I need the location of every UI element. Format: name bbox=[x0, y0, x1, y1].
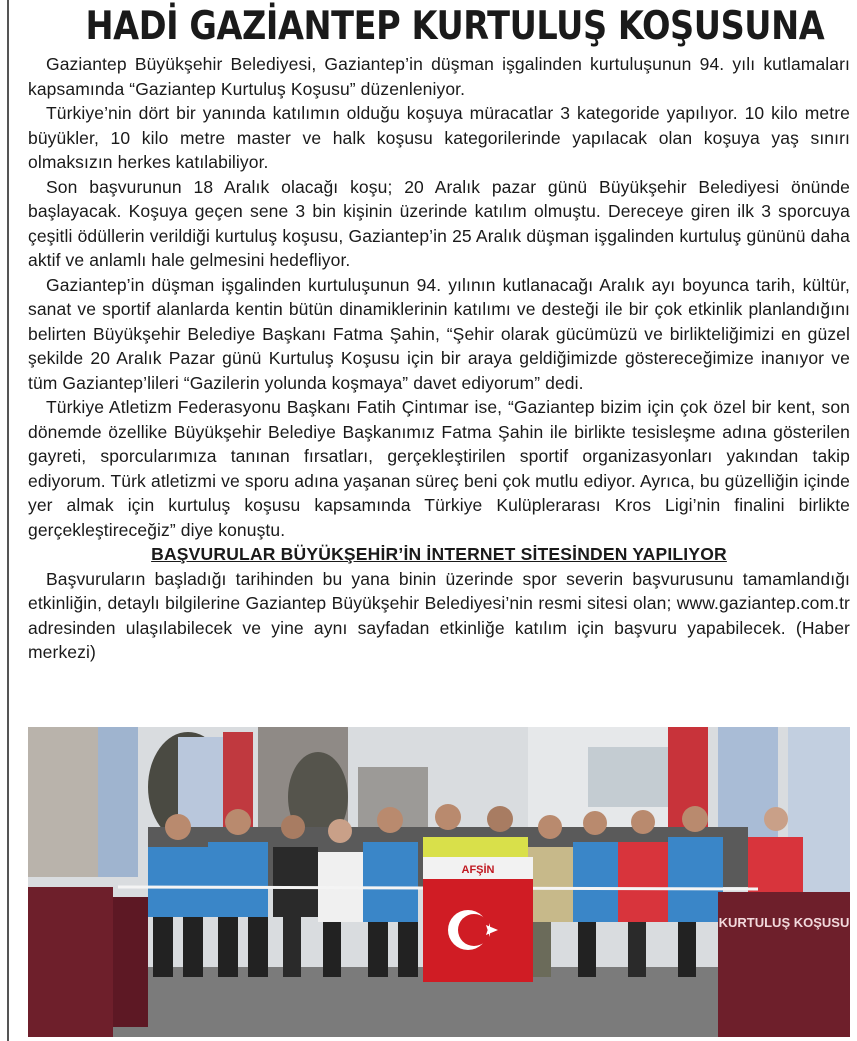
paragraph-schedule: Son başvurunun 18 Aralık olacağı koşu; 20 Aralık pazar günü Büyükşehir Belediyesi önünde başlayacak. Koşuya geçen sene 3 bin kişinin üzerinde katılım olmuştu. Dereceye giren ilk 3 sporcuya çeşitli ödüllerin verildiği kurtuluş koşusu, Gaziantep’in 25 Aralık düşman işgalinden kurtuluş gününü daha aktif ve anlamlı hale gelmesini hedefliyor. bbox=[28, 176, 850, 270]
paragraph-federation-quote: Türkiye Atletizm Federasyonu Başkanı Fatih Çintımar ise, “Gaziantep bizim için çok özel bir kent, son dönemde özellike Büyükşehir Belediye Başkanımız Fatma Şahin ile birlikte tesisleşme adına gösterilen gayreti, sporcularımıza tanınan fırsatları, gerçekleştirilen sportif organizasyonları yakından takip ediyorum. Türk atletizmi ve sporu adına yaşanan süreç beni çok mutlu ediyor. Ayrıca, bu güzelliğin içinde yer almak için kurtuluş koşusu kapsamında Türkiye Kulüplerarası Kros Ligi’nin finalini birlikte gerçekleştireceğiz” diye konuştu. bbox=[28, 397, 850, 540]
article-body bbox=[28, 52, 850, 665]
subheading: BAŞVURULAR BÜYÜKŞEHİR’İN İNTERNET SİTESİNDEN YAPILIYOR bbox=[151, 544, 727, 564]
paragraph-mayor-quote: Gaziantep’in düşman işgalinden kurtuluşunun 94. yılının kutlanacağı Aralık ayı boyunca tarih, kültür, sanat ve sportif alanlarda kentin bütün dinamiklerinin katılımı ve desteği ile bir çok etkinlik planlandığını belirten Büyükşehir Belediye Başkanı Fatma Şahin, “Şehir olarak gücümüzü ve birlikteliğimizi en güzel şekilde 20 Aralık Pazar günü Kurtuluş Koşusu için bir araya geldiğimizde göstereceğimize inanıyor ve tüm Gaziantep’lileri “Gazilerin yolunda koşmaya” davet ediyorum” dedi. bbox=[28, 274, 850, 393]
banner-left bbox=[98, 727, 138, 877]
race-start-photo bbox=[28, 727, 850, 1037]
banner-maroon-right bbox=[718, 892, 850, 1037]
column-rule bbox=[7, 0, 9, 1041]
banner-maroon-left bbox=[28, 887, 113, 1037]
flag-caption: AFŞİN bbox=[461, 864, 495, 876]
paragraph-categories: Türkiye’nin dört bir yanında katılımın olduğu koşuya müracatlar 3 kategoride yapılıyor. 10 kilo metre büyükler, 10 kilo metre master ve halk koşusu kategorilerinde yapılacak olan koşuya yaş sınırı olmaksızın herkes katılabiliyor. bbox=[28, 103, 850, 172]
headline: HADİ GAZİANTEP KURTULUŞ KOŞUSUNA bbox=[85, 4, 825, 49]
paragraph-intro: Gaziantep Büyükşehir Belediyesi, Gaziantep’in düşman işgalinden kurtuluşunun 94. yılı kutlamaları kapsamında “Gaziantep Kurtuluş Koşusu” düzenleniyor. bbox=[28, 54, 850, 99]
banner-caption: KURTULUŞ KOŞUSU bbox=[718, 915, 850, 930]
news-article bbox=[28, 0, 850, 665]
turkish-flag bbox=[423, 857, 533, 982]
paragraph-closing: Başvuruların başladığı tarihinden bu yana binin üzerinde spor severin başvurusunu tamamlandığı etkinliğin, detaylı bilgilerine Gaziantep Büyükşehir Belediyesi’nin resmi sitesi olan; www.gaziantep.com.tr adresinden ulaşılabilecek ve yine aynı sayfadan etkinliğe katılım için başvuru yapabilecek. (Haber merkezi) bbox=[28, 568, 850, 662]
